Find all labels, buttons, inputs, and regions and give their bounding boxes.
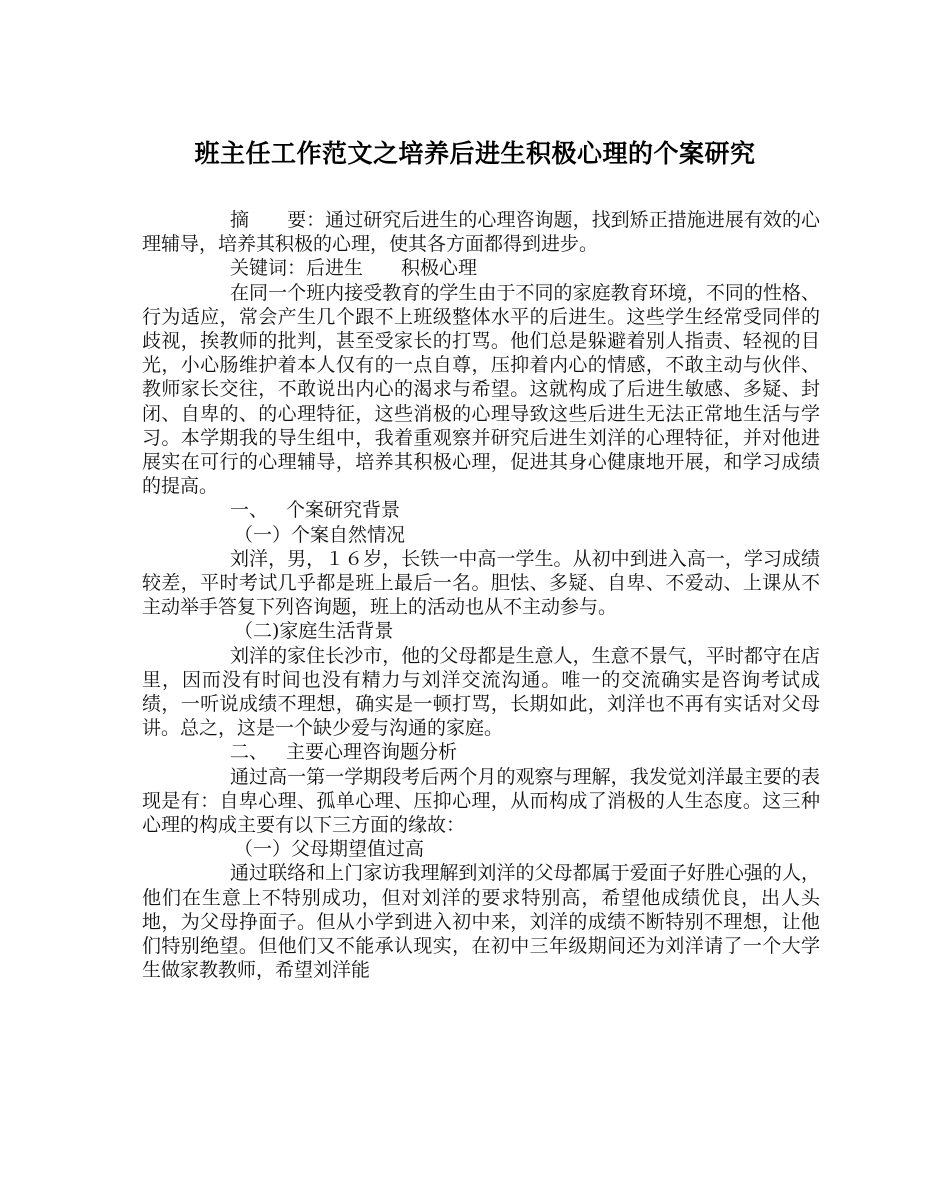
keyword-2: 积极心理 (401, 257, 478, 280)
keyword-1: 后进生 (306, 257, 364, 280)
section-2-sub-1-paragraph: 通过联络和上门家访我理解到刘洋的父母都属于爱面子好胜心强的人，他们在生意上不特别成功，但对刘洋的要求特别高，希望他成绩优良，出人头地，为父母挣面子。但从小学到进入初中来，刘洋的成绩不断特别不理想，让他们特别绝望。但他们又不能承认现实，在初中三年级期间还为刘洋请了一个大学生做家教教师，希望刘洋能 (142, 862, 820, 982)
section-1-sub-1-heading: （一）个案自然情况 (234, 523, 406, 546)
section-1-title: 个案研究背景 (286, 499, 401, 522)
section-2-intro-paragraph: 通过高一第一学期段考后两个月的观察与理解，我发觉刘洋最主要的表现是有：自卑心理、孤单心理、压抑心理，从而构成了消极的人生态度。这三种心理的构成主要有以下三方面的缘故： (142, 765, 820, 837)
section-2-sub-1-heading: （一）父母期望值过高 (234, 838, 425, 861)
section-1-sub-1-paragraph: 刘洋，男，１６岁，长铁一中高一学生。从初中到进入高一，学习成绩较差，平时考试几乎都是班上最后一名。胆怯、多疑、自卑、不爱动、上课从不主动举手答复下列咨询题，班上的活动也从不主动参与。 (142, 547, 820, 619)
intro-paragraph: 在同一个班内接受教育的学生由于不同的家庭教育环境，不同的性格、行为适应，常会产生几个跟不上班级整体水平的后进生。这些学生经常受同伴的歧视，挨教师的批判，甚至受家长的打骂。他们总是躲避着别人指责、轻视的目光，小心肠维护着本人仅有的一点自尊，压抑着内心的情感，不敢主动与伙伴、教师家长交往，不敢说出内心的渴求与希望。这就构成了后进生敏感、多疑、封闭、自卑的、的心理特征，这些消极的心理导致这些后进生无法正常地生活与学习。本学期我的导生组中，我着重观察并研究后进生刘洋的心理特征，并对他进展实在可行的心理辅导，培养其积极心理，促进其身心健康地开展，和学习成绩的提高。 (142, 281, 820, 498)
section-2-heading (142, 740, 820, 764)
document-body (142, 208, 820, 983)
abstract-paragraph (142, 208, 820, 256)
abstract-label-a: 摘 (230, 209, 250, 231)
section-1-sub-2-paragraph: 刘洋的家住长沙市，他的父母都是生意人，生意不景气，平时都守在店里，因而没有时间也没有精力与刘洋交流沟通。唯一的交流确实是咨询考试成绩，一听说成绩不理想，确实是一顿打骂，长期如此，刘洋也不再有实话对父母讲。总之，这是一个缺少爱与沟通的家庭。 (142, 644, 820, 740)
section-1-heading (142, 498, 820, 522)
section-2-title: 主要心理咨询题分析 (286, 741, 458, 764)
section-2-number: 二、 (230, 741, 269, 764)
keywords-line (142, 256, 820, 280)
abstract-text: 通过研究后进生的心理咨询题，找到矫正措施进展有效的心理辅导，培养其积极的心理，使其各方面都得到进步。 (142, 209, 820, 256)
keywords-label: 关键词： (230, 257, 307, 280)
document-title: 班主任工作范文之培养后进生积极心理的个案研究 (194, 139, 756, 168)
section-1-sub-2-heading: （二)家庭生活背景 (234, 620, 394, 643)
abstract-label-b: 要： (287, 209, 326, 231)
section-1-number: 一、 (230, 499, 269, 522)
